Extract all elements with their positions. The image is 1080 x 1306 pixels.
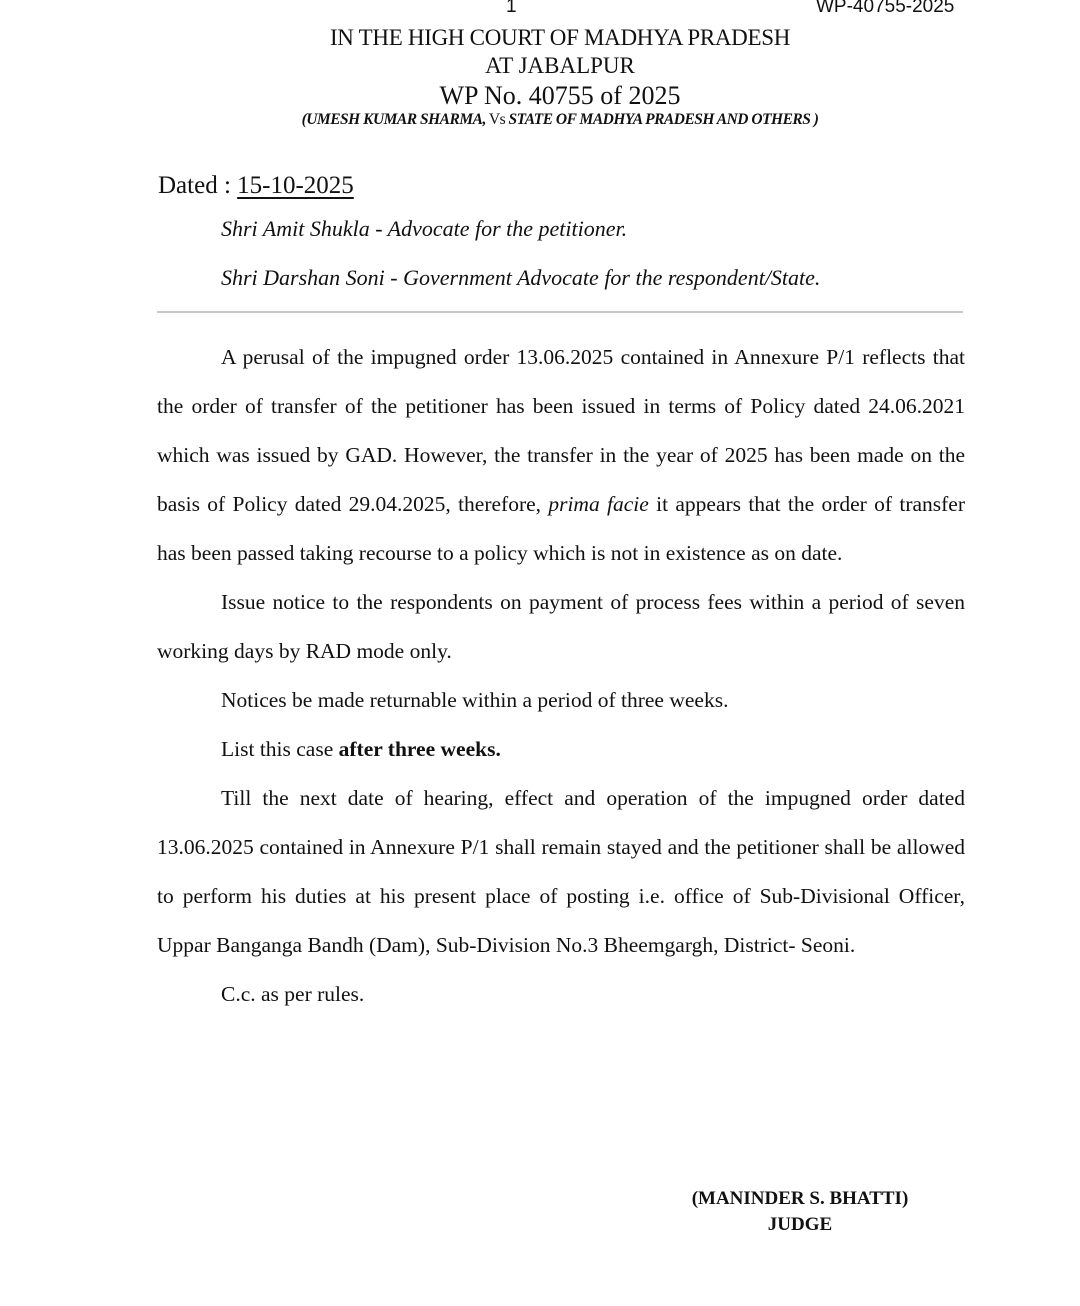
divider: [157, 311, 963, 313]
order-body: [157, 333, 965, 1019]
order-paragraph-6: C.c. as per rules.: [221, 982, 365, 1006]
page-number: 1: [506, 0, 517, 17]
versus-label: Vs: [485, 111, 509, 128]
petitioner-name: (UMESH KUMAR SHARMA,: [301, 111, 486, 128]
dated-value: 15-10-2025: [237, 172, 354, 199]
case-number: WP No. 40755 of 2025: [439, 81, 681, 110]
appearance-respondent: Shri Darshan Soni - Government Advocate for the respondent/State.: [221, 265, 821, 290]
order-paragraph-4: List this case after three weeks.: [221, 737, 501, 761]
respondent-name: STATE OF MADHYA PRADESH AND OTHERS ): [508, 111, 819, 128]
order-paragraph-2: Issue notice to the respondents on payment of process fees within a period of seven working days by RAD mode only.: [157, 590, 965, 663]
dated-label: Dated :: [158, 172, 238, 199]
court-name: IN THE HIGH COURT OF MADHYA PRADESH: [329, 25, 791, 50]
order-paragraph-3: Notices be made returnable within a period of three weeks.: [221, 688, 729, 712]
case-parties: [0, 111, 1080, 129]
order-date: [158, 172, 354, 200]
order-paragraph-5: Till the next date of hearing, effect and operation of the impugned order dated 13.06.2025 contained in Annexure P/1 shall remain stayed and the petitioner shall be allowed to perform his duties at his present place of posting i.e. office of Sub-Divisional Officer, Uppar Banganga Bandh (Dam), Sub-Division No.3 Bheemgargh, District- Seoni.: [157, 786, 965, 957]
appearance-petitioner: Shri Amit Shukla - Advocate for the petitioner.: [221, 216, 628, 241]
judge-name: (MANINDER S. BHATTI): [691, 1188, 909, 1209]
court-location: AT JABALPUR: [485, 53, 635, 78]
order-paragraph-1: A perusal of the impugned order 13.06.2025 contained in Annexure P/1 reflects that the order of transfer of the petitioner has been issued in terms of Policy dated 24.06.2021 which was issued by GAD. However, the transfer in the year of 2025 has been made on the basis of Policy dated 29.04.2025, therefore, prima facie it appears that the order of transfer has been passed taking recourse to a policy which is not in existence as on date.: [157, 345, 965, 565]
judge-title: JUDGE: [767, 1214, 833, 1235]
case-reference: WP-40755-2025: [816, 0, 955, 17]
